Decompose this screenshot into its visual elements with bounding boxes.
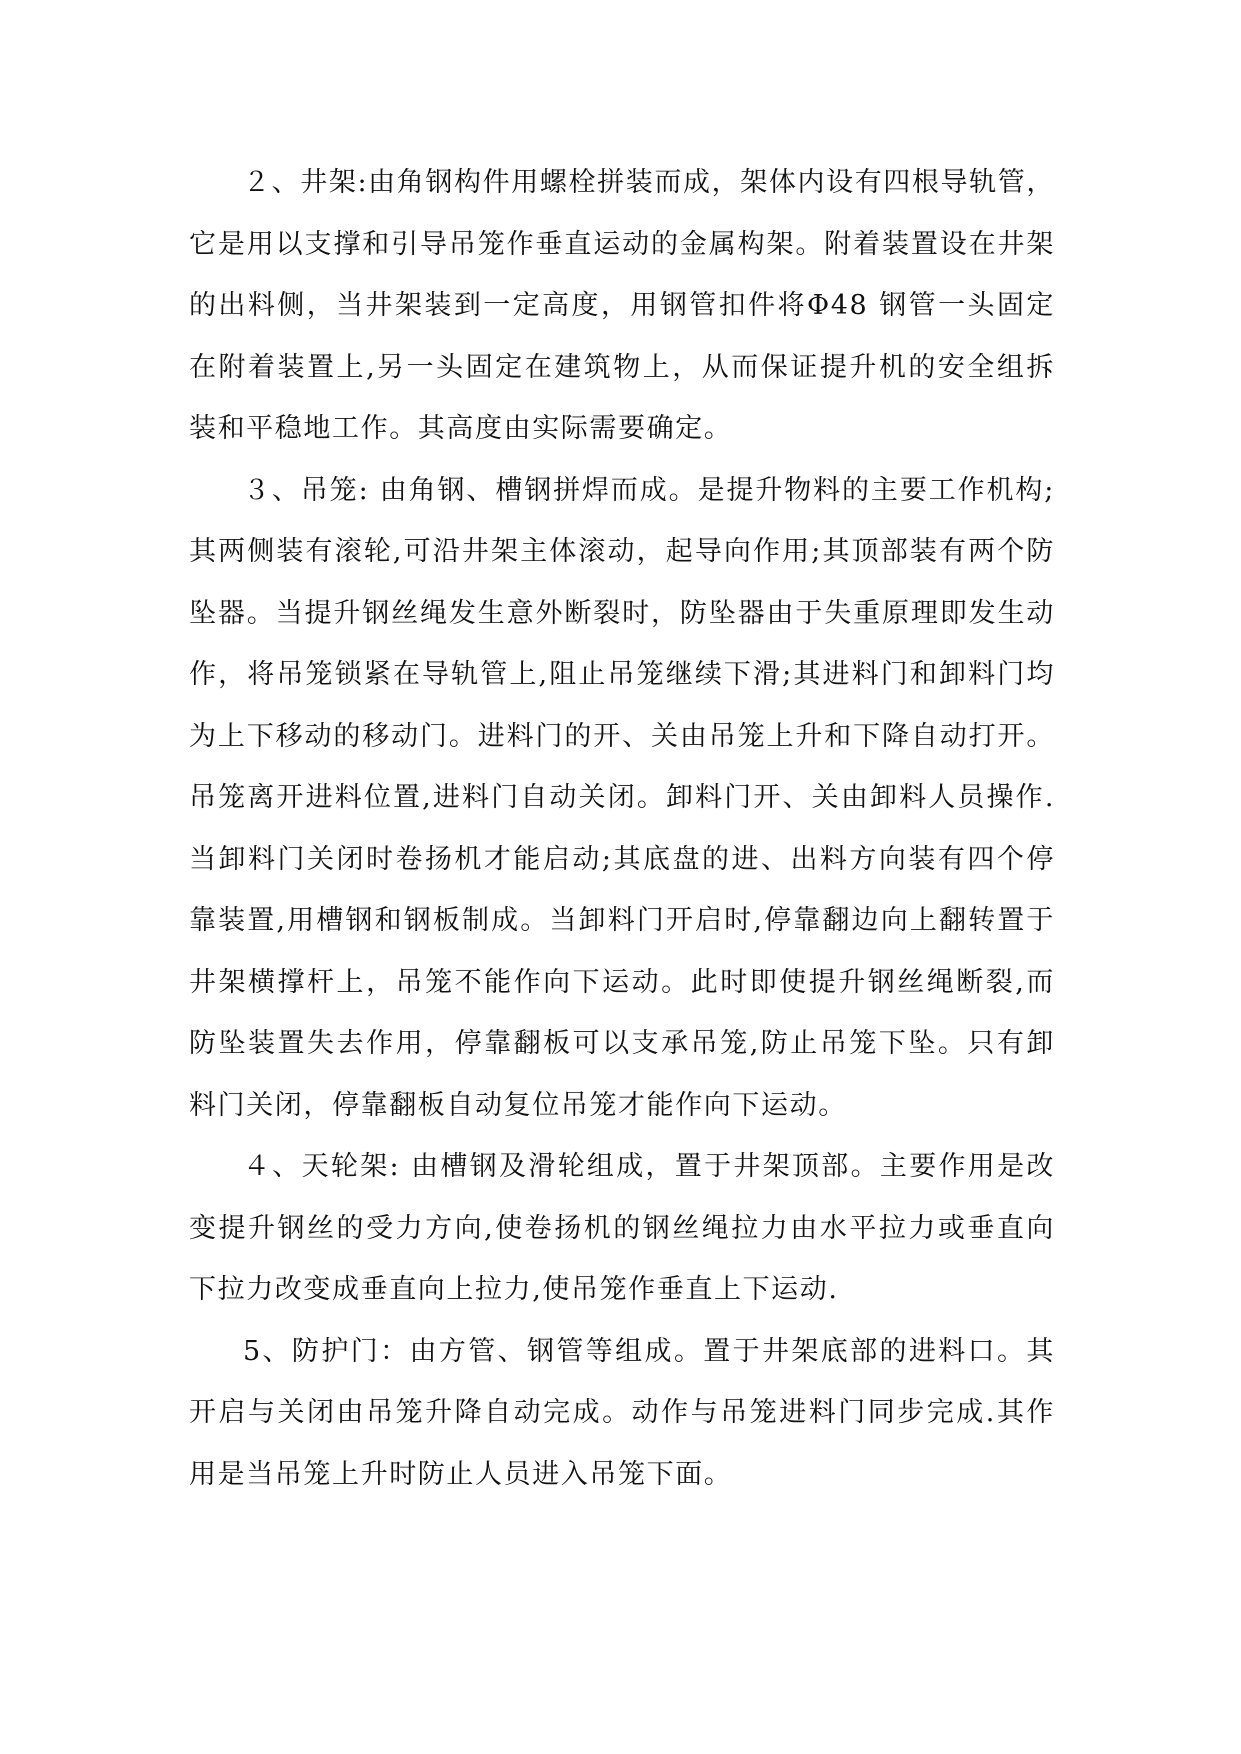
paragraph-cage: ３、吊笼: 由角钢、槽钢拼焊而成。是提升物料的主要工作机构;其两侧装有滚轮,可沿井架主体滚动，起导向作用;其顶部装有两个防坠器。当提升钢丝绳发生意外断裂时，防坠器由于失重原理即发生动作，将吊笼锁紧在导轨管上,阻止吊笼继续下滑;其进料门和卸料门均为上下移动的移动门。进料门的开、关由吊笼上升和下降自动打开。吊笼离开进料位置,进料门自动关闭。卸料门开、关由卸料人员操作.当卸料门关闭时卷扬机才能启动;其底盘的进、出料方向装有四个停靠装置,用槽钢和钢板制成。当卸料门开启时,停靠翻边向上翻转置于井架横撑杆上，吊笼不能作向下运动。此时即使提升钢丝绳断裂,而防坠装置失去作用，停靠翻板可以支承吊笼,防止吊笼下坠。只有卸料门关闭，停靠翻板自动复位吊笼才能作向下运动。 [189, 474, 1055, 1121]
document-body [189, 152, 1055, 1505]
paragraph-protective-door: 5、防护门：由方管、钢管等组成。置于井架底部的进料口。其开启与关闭由吊笼升降自动完成。动作与吊笼进料门同步完成.其作用是当吊笼上升时防止人员进入吊笼下面。 [189, 1335, 1055, 1490]
paragraph-crown-frame: ４、天轮架: 由槽钢及滑轮组成，置于井架顶部。主要作用是改变提升钢丝的受力方向,使卷扬机的钢丝绳拉力由水平拉力或垂直向下拉力改变成垂直向上拉力,使吊笼作垂直上下运动. [189, 1151, 1055, 1305]
paragraph-derrick: ２、井架:由角钢构件用螺栓拼装而成，架体内设有四根导轨管，它是用以支撑和引导吊笼作垂直运动的金属构架。附着装置设在井架的出料侧，当井架装到一定高度，用钢管扣件将Φ48 钢管一头固定在附着装置上,另一头固定在建筑物上，从而保证提升机的安全组拆装和平稳地工作。其高度由实际需要确定。 [189, 167, 1055, 444]
